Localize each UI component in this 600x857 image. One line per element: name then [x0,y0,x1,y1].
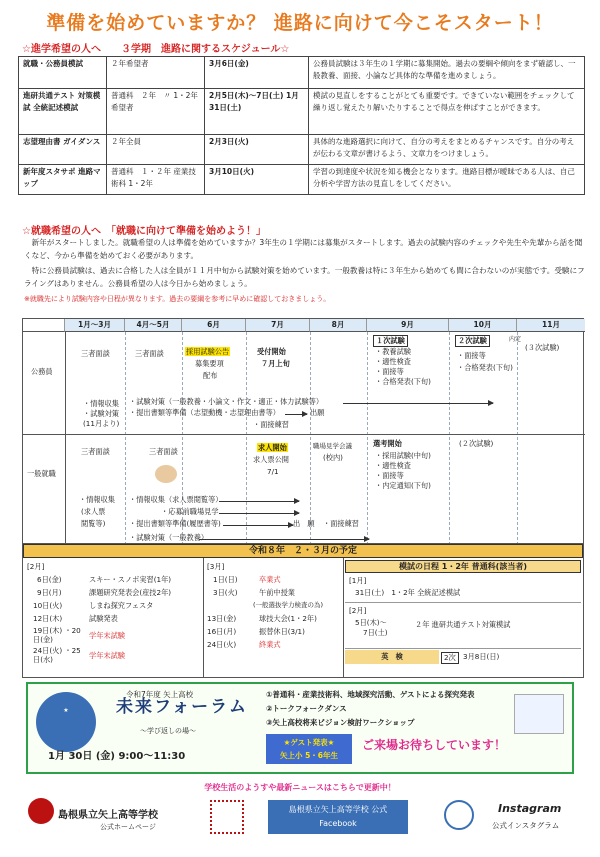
cell-label: 新年度スタサポ 進路マップ [19,165,107,195]
school-emblem-icon: ★ [36,692,96,752]
cal-item: ・適性検査 [375,461,411,470]
schedule-event: 球技大会(1・2年) [259,614,317,623]
forum-program: ②トークフォークダンス [266,704,347,713]
instagram-label[interactable]: Instagram [498,802,562,815]
guest-badge: ★ゲスト発表★ 矢上小 5・6年生 [266,734,352,764]
cell-desc: 模試の見直しをすることがとても重要です。できていない範囲をチェックして繰り返し覚えたり解いたりすることで得点を伸ばすことができます。 [309,89,585,135]
schedule-event: 午前中授業 [259,588,295,597]
month-header: 9月 [367,319,449,332]
cell-who: ２年希望者 [107,57,205,89]
cal-item: (11月より) [83,419,120,428]
month-label: [1月] [349,576,367,585]
cal-item: 三者面談 [135,349,164,358]
eiken-stage: 2次 [441,652,459,664]
mock-exam-title: 模試の日程 1・2年 普通科(該当者) [345,560,581,573]
month-label: [2月] [349,606,367,615]
table-row [19,165,585,195]
cal-item: ・面接等 [375,367,404,376]
timeline-arrow [199,539,369,540]
cal-item: 募集要項 [195,359,224,368]
timeline-arrow [285,414,307,415]
mock-exam-item: ２年 進研共通テスト対策模試 [415,620,511,629]
job-calendar [22,318,584,550]
cal-item: ・情報収集（求人票閲覧等） [129,495,223,504]
cal-item: ・適性検査 [375,357,411,366]
schedule-event: しまね探究フェスタ [89,601,154,610]
schedule-event: スキー・スノボ実習(1年) [89,575,172,584]
cal-item: 求人開始 [258,443,287,452]
paragraph-intro: 新年がスタートしました。就職希望の人は準備を始めていますか？3年生の１学期には募集がスタートします。過去の試験内容のチェックや先生や先輩から話を聞くなど、今から準備を始めておく必要があります。 [24,238,583,260]
schedule-event: 学年末試験 [89,631,125,640]
cal-item: (校内) [323,453,343,462]
paragraph-civil-service: 特に公務員試験は、過去に合格した人は全員が１１月中旬から試験対策を始めています。一般教養は特に３年生から始めても間に合わないのが実態です。受験にフライングはありません。公務員希望の人は今日から始めましょう。 [24,266,585,288]
mock-exam-item: 31日(土) 1・2年 全統記述模試 [355,588,461,597]
cal-item: 閲覧等) [81,519,106,528]
cal-item: ・提出書類等準備(履歴書等) [129,519,221,528]
cal-item: ・試験対策 [83,409,119,418]
cal-item: ・面接等 [457,351,486,360]
table-row [19,135,585,165]
schedule-date: 16日(月) [207,627,237,636]
school-logo-icon [28,798,54,824]
cal-item: ・情報収集 [79,495,115,504]
news-banner: 学校生活のようすや最新ニュースはこちらで更新中！ [204,783,396,792]
month-header: 7月 [246,319,310,332]
schedule-date: 10日(火) [33,601,63,610]
schedule-date: 9日(月) [37,588,62,597]
forum-program: ①普通科・産業技術科、地域探究活動、ゲストによる探究発表 [266,690,475,699]
cal-item: ・面接練習 [253,420,289,429]
cal-item: 7/1 [267,467,279,476]
facebook-link[interactable]: 島根県立矢上高等学校 公式 Facebook [268,800,408,834]
instagram-emblem-icon [444,800,474,830]
cal-item: 三者面談 [149,447,178,456]
schedule-event: 振替休日(3/1) [259,627,305,636]
cal-item: ・内定通知(下旬) [375,481,431,490]
eiken-label: 英 検 [345,650,439,664]
cell-desc: 学習の到達度や状況を知る機会となります。進路目標が曖昧である人は、自己分析や学習方法の見直しをしてください。 [309,165,585,195]
school-name: 島根県立矢上高等学校 [58,810,158,821]
cell-label: 進研共通テスト 対策模試 全統記述模試 [19,89,107,135]
cell-who: 普通科 ２年 〃 1・2年希望者 [107,89,205,135]
row-label-civil: 公務員 [31,367,53,376]
cell-desc: 具体的な進路選択に向けて、自分の考えをまとめるチャンスです。自分の考えが伝わる文章が書けるよう、文章力をつけましょう。 [309,135,585,165]
cell-date: 3月6日(金) [205,57,309,89]
cell-date: 2月3日(火) [205,135,309,165]
row-label-general: 一般就職 [27,469,56,478]
timeline-arrow [219,501,299,502]
table-row [19,89,585,135]
schedule-date: 13日(金) [207,614,237,623]
month-header: 11月 [517,319,585,332]
cal-item: 採用試験公告 [186,347,230,356]
timeline-arrow [223,525,293,526]
forum-name: 未来フォーラム [116,697,248,717]
cal-item: ７月上旬 [261,359,290,368]
section-heading-job: ☆就職希望の人へ 「就職に向けて準備を始めよう！」 [22,226,266,237]
cell-who: 普通科 １・２年 産業技術科 1・2年 [107,165,205,195]
paragraph-note: ※就職先により試験内容や日程が異なります。過去の要綱を参考に早めに確認しておきましょう。 [24,295,331,303]
schedule-date: 24日(火) ・25日(水) [33,646,81,664]
schedule-date: 24日(火) [207,640,237,649]
cell-date: 3月10日(火) [205,165,309,195]
cell-desc: 公務員試験は３年生の１学期に募集開始。過去の要綱や傾向をまず確認し、一般教養、面接、小論など具体的な準備を進めましょう。 [309,57,585,89]
section-heading-advance: ☆進学希望の人へ ３学期 進路に関するスケジュール☆ [22,44,290,55]
mock-exam-date: 7日(土) [363,628,388,637]
cal-item: (２次試験) [459,439,494,448]
cal-item: 求人票公開 [253,455,289,464]
meeting-illustration-icon [155,465,177,483]
cal-item: 選考開始 [373,439,402,448]
cal-item: ・合格発表(下旬) [457,363,513,372]
schedule-date: 6日(金) [37,575,62,584]
school-homepage-link[interactable]: 公式ホームページ [100,823,156,831]
cal-item: ・教養試験 [375,347,411,356]
forum-date: 1月 30日 (金) 9:00〜11:30 [48,751,186,762]
cell-date: 2月5日(木)〜7日(土) 1月31日(土) [205,89,309,135]
month-header: 8月 [310,319,367,332]
schedule-event: 終業式 [259,640,281,649]
timeline-arrow [343,403,493,404]
month-label: [2月] [27,562,45,571]
forum-subtitle: 〜学び返しの場〜 [140,727,196,735]
schedule-event: 卒業式 [259,575,281,584]
cal-item: 出願 [310,408,325,417]
instagram-sub: 公式インスタグラム [492,821,560,830]
cal-item: １次試験 [373,335,408,347]
cal-item: ・試験対策（一般教養） [129,533,209,542]
presentation-illustration-icon [514,694,564,734]
schedule-event: 課題研究発表会(産技2年) [89,588,172,597]
advance-schedule-table [18,56,585,195]
cell-who: ２年全員 [107,135,205,165]
schedule-event: 試験発表 [89,614,118,623]
month-header: 4月〜5月 [125,319,182,332]
forum-announcement [26,682,574,774]
cal-item: 受付開始 [257,347,286,356]
cal-item: ２次試験 [455,335,490,347]
cal-item: ・採用試験(中旬) [375,451,431,460]
cal-item: 配布 [203,371,218,380]
month-header: 1月〜3月 [65,319,125,332]
qr-code-icon[interactable] [210,800,244,834]
cal-item: ・面接練習 [323,519,359,528]
schedule-title: 令和８年 ２・３月の予定 [23,544,583,558]
schedule-date: 1日(日) [213,575,238,584]
cal-item: ・応募前職場見学 [161,507,219,516]
schedule-date: 19日(木) ・20日(金) [33,626,81,644]
timeline-arrow [219,513,299,514]
cell-label: 志望理由書 ガイダンス [19,135,107,165]
cell-label: 就職・公務員模試 [19,57,107,89]
cal-item: 内定 [509,336,522,343]
cal-item: ・情報収集 [83,399,119,408]
cal-item: (３次試験) [525,343,560,352]
cal-item: (求人票 [81,507,106,516]
feb-march-schedule [22,543,584,678]
schedule-date: 12日(木) [33,614,63,623]
month-header: 6月 [182,319,246,332]
cal-item: 三者面談 [81,447,110,456]
mock-exam-date: 5日(木)〜 [355,618,387,627]
schedule-event: (一般選抜学力検査の為) [253,601,324,609]
cal-item: ・面接等 [375,471,404,480]
cal-item: 職場見学会議 [313,442,352,450]
month-label: [3月] [207,562,225,571]
forum-year: 令和7年度 矢上高校 [126,690,194,699]
welcome-message: ご来場お待ちしています！ [362,738,507,752]
schedule-date: 3日(火) [213,588,238,597]
schedule-event: 学年末試験 [89,651,125,660]
cal-item: ・合格発表(下旬) [375,377,431,386]
eiken-date: 3月8日(日) [463,652,500,661]
cal-item: 三者面談 [81,349,110,358]
forum-program: ③矢上高校将来ビジョン検討ワークショップ [266,718,415,727]
cal-item: ・試験対策（一般教養・小論文・作文・適正・体力試験等） [129,397,324,406]
month-header: 10月 [449,319,517,332]
table-row [19,57,585,89]
page-title: 準備を始めていますか？ 進路に向けて今こそスタート！ [46,12,554,34]
cal-item: 出 願 [293,519,315,528]
cal-item: ・提出書類等準備（志望動機・志望理由書等） [129,408,280,417]
